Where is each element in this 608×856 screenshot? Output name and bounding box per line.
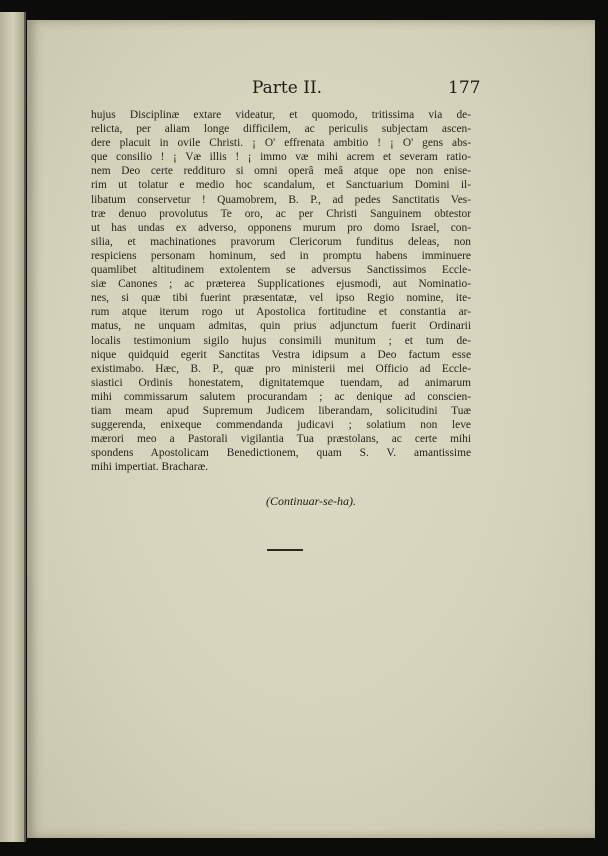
- text-line: rum atque iterum rogo ut Apostolica fortitudine et constantia ar-: [91, 306, 471, 319]
- end-rule: [267, 549, 303, 551]
- text-line: tiam meam apud Supremum Judicem liberandam, solicitudini Tuæ: [91, 404, 471, 417]
- text-line: relicta, per aliam longe difficilem, ac periculis subjectam ascen-: [91, 123, 471, 136]
- text-line: respiciens personam hominum, sed in promptu habens imminuere: [91, 249, 471, 262]
- text-line: træ denuo provolutus Te oro, ac per Christi Sanguinem obtestor: [91, 207, 471, 220]
- text-line: ut has undas ex adverso, opponens murum pro domo Israel, con-: [91, 221, 471, 234]
- text-line: matus, ne unquam admitas, quin prius adjunctum fuerit Ordinarii: [91, 320, 471, 333]
- book-page: [27, 20, 595, 838]
- text-line: nes, si quæ tibi fuerint præsentatæ, vel ipso Regio nomine, ite-: [91, 292, 471, 305]
- page-number: 177: [448, 78, 481, 98]
- text-line: nique quidquid egerit Sanctitas Vestra idipsum a Deo factum esse: [91, 348, 471, 361]
- continuation-note: (Continuar-se-ha).: [265, 494, 357, 508]
- text-line: existimabo. Hæc, B. P., quæ pro ministerii mei Officio ad Eccle-: [91, 362, 471, 375]
- text-line: dere placuit in ovile Christi. ¡ O' effrenata ambitio ! ¡ O' gens abs-: [91, 137, 471, 150]
- text-line: rim ut tolatur e medio hoc scandalum, et Sanctuarium Domini il-: [91, 179, 471, 192]
- left-page-edge: [0, 12, 26, 842]
- text-line: mærori meo a Pastorali vigilantia Tua præstolans, ac certe mihi: [91, 433, 471, 446]
- text-line: libatum conservetur ! Quamobrem, B. P., ad pedes Sanctitatis Ves-: [91, 193, 471, 206]
- running-head-title: Parte II.: [252, 78, 323, 98]
- text-line: siastici Ordinis honestatem, dignitatemque tuendam, ad animarum: [91, 376, 471, 389]
- text-line: mihi commissarum salutem procurandam ; ac denique ad conscien-: [91, 390, 471, 403]
- text-line: que consilio ! ¡ Væ illis ! ¡ immo væ mihi acrem et severam ratio-: [91, 151, 471, 164]
- text-line: siæ Canones ; ac præterea Supplicationes ejusmodi, aut Nominatio-: [91, 278, 471, 291]
- body-text: [91, 108, 471, 474]
- text-line: silia, et machinationes pravorum Clericorum funditus deleas, non: [91, 235, 471, 248]
- running-head: [27, 78, 595, 102]
- text-line: quamlibet altitudinem extolentem se adversus Sanctissimos Eccle-: [91, 264, 471, 277]
- text-line: spondens Apostolicam Benedictionem, quam S. V. amantissime: [91, 447, 471, 460]
- text-line: hujus Disciplinæ extare videatur, et quomodo, tritissima via de-: [91, 109, 471, 121]
- text-line: nem Deo certe reddituro si omni operâ meâ atque ope non enise-: [91, 165, 471, 178]
- text-line: localis testimonium sigilo hujus consimili munitum ; et tum de-: [91, 334, 471, 347]
- text-line-final: mihi impertiat. Bracharæ.: [91, 461, 209, 474]
- text-line: suggerenda, enixeque commendanda judicavi ; solatium non leve: [91, 419, 471, 432]
